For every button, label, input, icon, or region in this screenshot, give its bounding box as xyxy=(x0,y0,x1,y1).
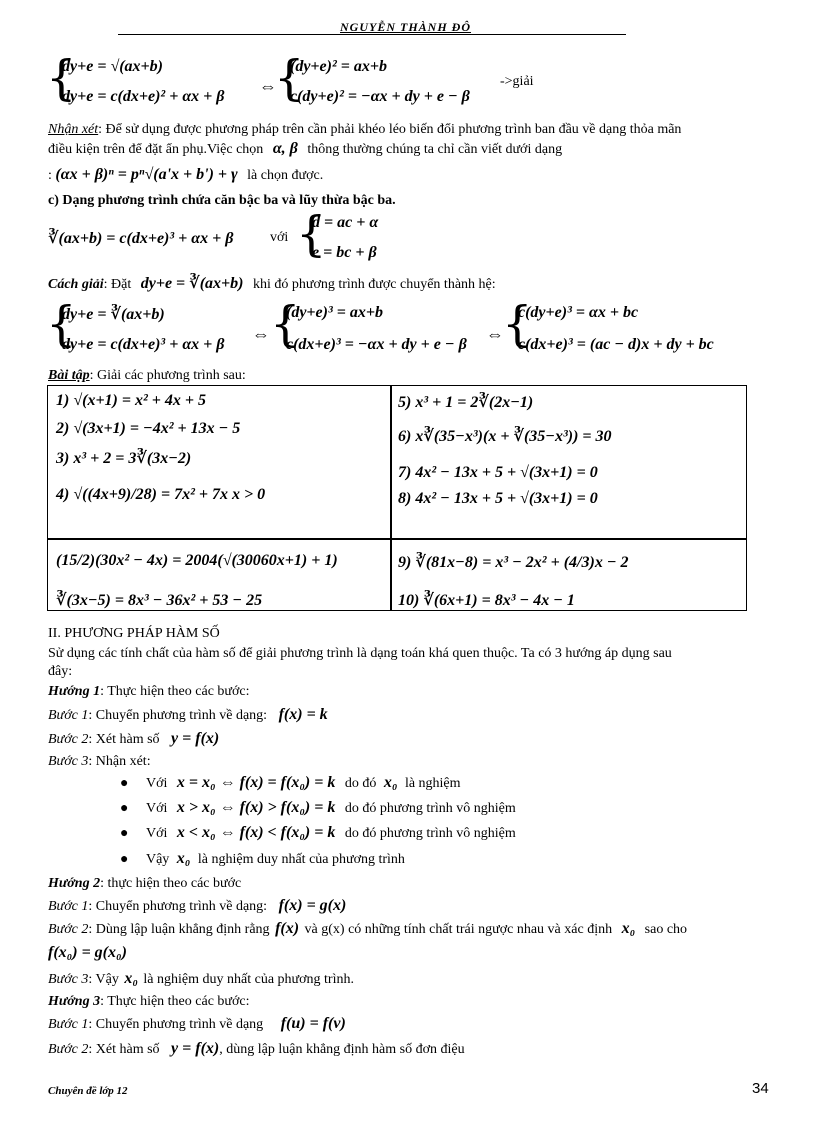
remark-text1: : Để sử dụng được phương pháp trên cần phải khéo léo biến đổi phương trình ban đầu về dạng thỏa mãn xyxy=(98,122,682,137)
system2-b-eq1: (dy+e)³ = ax+b xyxy=(286,304,384,321)
system2-arrow2: ⇔ xyxy=(486,324,504,344)
huong3-b2-label: Bước 2 xyxy=(48,1042,89,1057)
method-text1: : Đặt xyxy=(103,277,132,292)
huong1-b3 xyxy=(48,754,151,770)
table-vline xyxy=(390,386,392,610)
exercise-9: 9) ∛(81x−8) = x³ − 2x² + (4/3)x − 2 xyxy=(398,554,629,571)
huong1-bullet-4 xyxy=(120,850,405,868)
system2-a: { dy+e = ∛(ax+b) dy+e = c(dx+e)³ + αx + β xyxy=(46,296,225,353)
huong2-b2-text3: sao cho xyxy=(644,922,688,937)
method-text2: khi đó phương trình được chuyển thành hệ: xyxy=(252,277,496,292)
section-c-heading: c) Dạng phương trình chứa căn bậc ba và lũy thừa bậc ba. xyxy=(48,193,396,208)
huong2-b3-label: Bước 3 xyxy=(48,972,89,987)
huong2-b2 xyxy=(48,920,687,938)
huong1-b3-text: : Nhận xét: xyxy=(88,754,151,769)
exercise-8: 8) 4x² − 13x + 5 + √(3x+1) = 0 xyxy=(398,490,598,507)
huong1-b1 xyxy=(48,706,328,724)
exercise-10: 10) ∛(6x+1) = 8x³ − 4x − 1 xyxy=(398,592,575,609)
bullet1-math2: x₀ xyxy=(383,774,398,791)
exercise-text: : Giải các phương trình sau: xyxy=(89,368,246,383)
bullet1-math: x = x₀ ⇔ f(x) = f(x₀) = k xyxy=(176,774,336,791)
system1-left-eq1: dy+e = √(ax+b) xyxy=(62,58,163,75)
system1-note: ->giải xyxy=(500,74,534,89)
bullet4-math: x₀ xyxy=(176,850,191,867)
remark-line3-prefix: : xyxy=(48,168,52,183)
footer-page-number: 34 xyxy=(752,1080,769,1097)
huong1-bullet-3 xyxy=(120,824,516,842)
huong1-b3-label: Bước 3 xyxy=(48,754,89,769)
huong1-b1-text: : Chuyển phương trình về dạng: xyxy=(88,708,268,723)
remark-text2b: thông thường chúng ta chỉ cần viết dưới dạng xyxy=(307,142,563,157)
bullet1-post: là nghiệm xyxy=(404,776,461,791)
huong2-b1-text: : Chuyển phương trình về dạng: xyxy=(88,899,268,914)
huong3-b1-text: : Chuyển phương trình về dạng xyxy=(88,1017,264,1032)
method-math: dy+e = ∛(ax+b) xyxy=(140,275,244,292)
huong2-b1 xyxy=(48,897,346,915)
system1-right-eq1: (dy+e)² = ax+b xyxy=(290,58,388,75)
huong2-text: : thực hiện theo các bước xyxy=(100,876,242,891)
table-hline xyxy=(48,538,746,540)
bullet-dot: ● xyxy=(120,801,129,816)
bullet4-mid: là nghiệm duy nhất của phương trình xyxy=(197,852,405,867)
section-c-equation: ∛(ax+b) = c(dx+e)³ + αx + β xyxy=(48,230,234,247)
huong2-label: Hướng 2 xyxy=(48,876,101,891)
exercise-line xyxy=(48,368,246,384)
bullet3-math: x < x₀ ⇔ f(x) < f(x₀) = k xyxy=(176,824,336,841)
huong2-b3 xyxy=(48,970,354,988)
exercise-4: 4) √((4x+9)/28) = 7x² + 7x x > 0 xyxy=(56,486,266,503)
system2-b-eq2: c(dx+e)³ = −αx + dy + e − β xyxy=(286,336,467,353)
huong2-b2-text2: và g(x) có những tính chất trái ngược nhau và xác định xyxy=(304,922,613,937)
huong3-b2-math: y = f(x) xyxy=(171,1040,220,1057)
system2-a-eq1: dy+e = ∛(ax+b) xyxy=(62,306,165,323)
exercise-2: 2) √(3x+1) = −4x² + 13x − 5 xyxy=(56,420,241,437)
huong2-b3-math: x₀ xyxy=(124,970,138,987)
bullet3-mid: do đó phương trình vô nghiệm xyxy=(344,826,516,841)
huong2-b1-label: Bước 1 xyxy=(48,899,89,914)
huong1-bullet-2 xyxy=(120,799,516,817)
remark-line3-text: là chọn được. xyxy=(247,168,324,183)
huong2-b2-math2: x₀ xyxy=(621,920,636,937)
bullet2-pre: Với xyxy=(145,801,168,816)
bullet1-mid: do đó xyxy=(344,776,377,791)
section-c-conditions: { d = ac + α e = bc + β xyxy=(296,206,379,262)
exercise-7: 7) 4x² − 13x + 5 + √(3x+1) = 0 xyxy=(398,464,598,481)
bullet-dot: ● xyxy=(120,776,129,791)
system1-left-eq2: dy+e = c(dx+e)² + αx + β xyxy=(62,88,225,105)
huong1-b2-label: Bước 2 xyxy=(48,732,89,747)
huong1-b2 xyxy=(48,730,219,748)
huong2-line xyxy=(48,876,241,892)
remark-line1 xyxy=(48,122,681,138)
system1-right: { (dy+e)² = ax+b c(dy+e)² = −αx + dy + e − β xyxy=(274,50,470,106)
exercise-1: 1) √(x+1) = x² + 4x + 5 xyxy=(56,392,207,409)
huong2-b3-text2: là nghiệm duy nhất của phương trình. xyxy=(143,972,354,987)
system1-right-eq2: c(dy+e)² = −αx + dy + e − β xyxy=(290,88,470,105)
system1-arrow: ⇔ xyxy=(259,76,277,96)
system2-c: { c(dy+e)³ = αx + bc c(dx+e)³ = (ac − d)x + dy + bc xyxy=(502,296,714,353)
huong1-label: Hướng 1 xyxy=(48,684,101,699)
huong3-b2-text: : Xét hàm số xyxy=(88,1042,160,1057)
exercise-5: 5) x³ + 1 = 2∛(2x−1) xyxy=(398,394,534,411)
huong2-b1-math: f(x) = g(x) xyxy=(278,897,347,914)
bullet2-math: x > x₀ ⇔ f(x) > f(x₀) = k xyxy=(176,799,336,816)
system1-left: { dy+e = √(ax+b) dy+e = c(dx+e)² + αx + β xyxy=(46,50,225,106)
bullet2-mid: do đó phương trình vô nghiệm xyxy=(344,801,516,816)
exercise-6: 6) x∛(35−x³)(x + ∛(35−x³)) = 30 xyxy=(398,428,612,445)
remark-label: Nhận xét xyxy=(48,122,99,137)
huong3-b1 xyxy=(48,1015,346,1033)
huong1-b2-math: y = f(x) xyxy=(171,730,220,747)
bullet-dot: ● xyxy=(120,826,129,841)
system2-c-eq1: c(dy+e)³ = αx + bc xyxy=(518,304,639,321)
bullet1-pre: Với xyxy=(145,776,168,791)
bullet-dot: ● xyxy=(120,852,129,867)
system2-b: { (dy+e)³ = ax+b c(dx+e)³ = −αx + dy + e − β xyxy=(270,296,467,353)
method-line xyxy=(48,273,496,293)
huong1-text: : Thực hiện theo các bước: xyxy=(100,684,250,699)
huong1-b1-label: Bước 1 xyxy=(48,708,89,723)
footer-left: Chuyên đề lớp 12 xyxy=(48,1085,128,1097)
huong2-b3-text: : Vậy xyxy=(88,972,119,987)
bullet4-pre: Vậy xyxy=(145,852,170,867)
section-c-cond1: d = ac + α xyxy=(312,214,379,231)
huong3-b2 xyxy=(48,1040,465,1058)
huong3-b1-label: Bước 1 xyxy=(48,1017,89,1032)
system2-c-eq2: c(dx+e)³ = (ac − d)x + dy + bc xyxy=(518,336,714,353)
section-c-cond2: e = bc + β xyxy=(312,244,377,261)
huong1-b2-text: : Xét hàm số xyxy=(88,732,160,747)
section-ii-intro2: đây: xyxy=(48,664,73,679)
exercise-label: Bài tập xyxy=(48,368,90,383)
huong1-b1-math: f(x) = k xyxy=(278,706,328,723)
system2-a-eq2: dy+e = c(dx+e)³ + αx + β xyxy=(62,336,225,353)
header-author: NGUYỄN THÀNH ĐÔ xyxy=(340,20,471,34)
bullet3-pre: Với xyxy=(145,826,168,841)
huong2-b2-label: Bước 2 xyxy=(48,922,89,937)
exercise-9a: (15/2)(30x² − 4x) = 2004(√(30060x+1) + 1) xyxy=(56,552,338,569)
remark-line2 xyxy=(48,140,562,158)
huong3-label: Hướng 3 xyxy=(48,994,101,1009)
section-ii-intro: Sử dụng các tính chất của hàm số để giải phương trình là dạng toán khá quen thuộc. Ta có 3 hướng áp dụng sau xyxy=(48,646,672,661)
method-label: Cách giải xyxy=(48,277,104,292)
exercise-3: 3) x³ + 2 = 3∛(3x−2) xyxy=(56,450,192,467)
remark-text2-math: α, β xyxy=(272,140,298,157)
huong2-b2-line2: f(x₀) = g(x₀) xyxy=(48,944,127,961)
huong3-text: : Thực hiện theo các bước: xyxy=(100,994,250,1009)
huong3-b2-text2: , dùng lập luận khẳng định hàm số đơn điệu xyxy=(219,1042,465,1057)
huong3-b1-math: f(u) = f(v) xyxy=(280,1015,346,1032)
remark-line3-math: (αx + β)ⁿ = pⁿ√(a'x + b') + γ xyxy=(55,166,238,183)
huong1-bullet-1 xyxy=(120,774,461,792)
section-ii-heading: II. PHƯƠNG PHÁP HÀM SỐ xyxy=(48,626,220,641)
exercise-9b: ∛(3x−5) = 8x³ − 36x² + 53 − 25 xyxy=(56,592,263,609)
huong1-line xyxy=(48,684,250,700)
huong2-b2-text: : Dùng lập luận khẳng định rằng xyxy=(88,922,270,937)
huong3-line xyxy=(48,994,250,1010)
remark-line3 xyxy=(48,166,323,184)
system2-arrow1: ⇔ xyxy=(252,324,270,344)
huong2-b2-math: f(x) xyxy=(275,920,300,937)
exercise-table xyxy=(47,385,747,611)
remark-text2a: điều kiện trên để đặt ẩn phụ.Việc chọn xyxy=(48,142,264,157)
section-c-with: với xyxy=(270,230,289,245)
